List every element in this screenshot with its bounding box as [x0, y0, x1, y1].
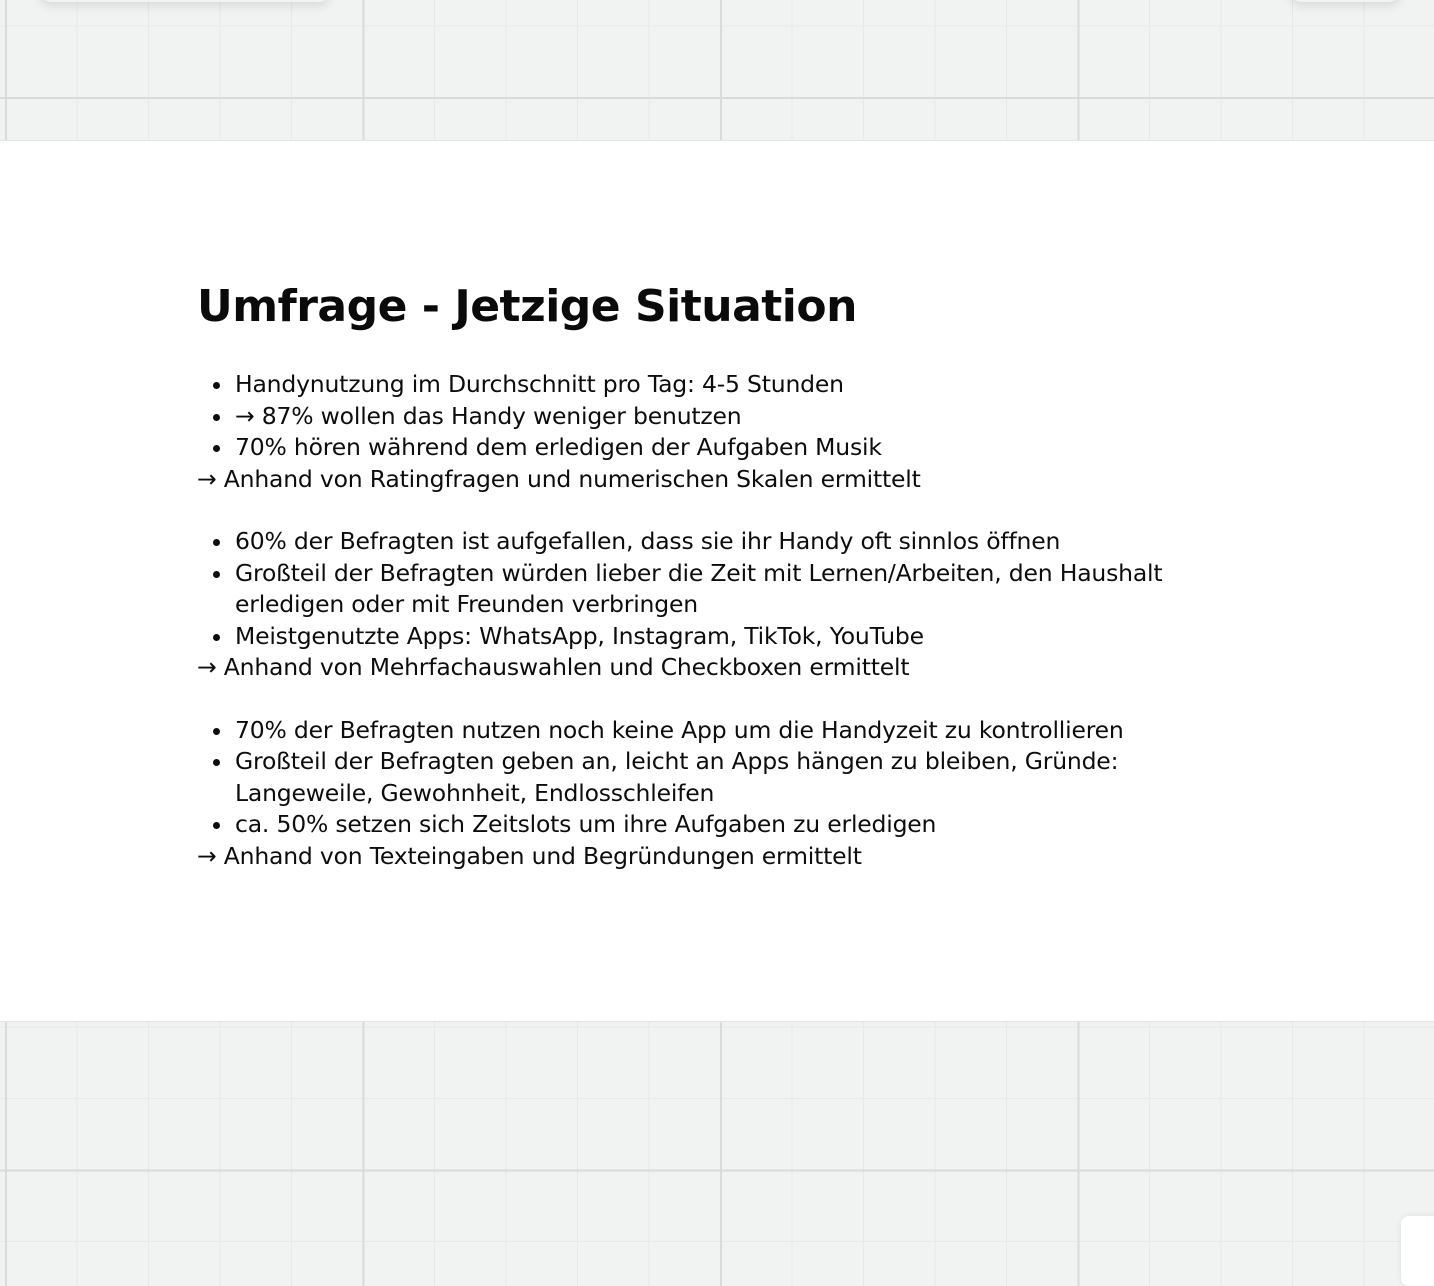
bullet-list: [197, 526, 1197, 652]
offscreen-frame-edge: [40, 0, 330, 2]
list-item[interactable]: Meistgenutzte Apps: WhatsApp, Instagram, TikTok, YouTube: [197, 621, 1197, 653]
survey-section-2: [197, 526, 1197, 684]
method-note[interactable]: → Anhand von Mehrfachauswahlen und Checkboxen ermittelt: [197, 653, 910, 681]
offscreen-frame-edge: [1290, 0, 1400, 2]
method-note[interactable]: → Anhand von Ratingfragen und numerischen Skalen ermittelt: [197, 464, 921, 493]
bullet-list: [197, 369, 1197, 464]
slide-frame[interactable]: [0, 140, 1434, 1022]
list-item[interactable]: Großteil der Befragten würden lieber die Zeit mit Lernen/Arbeiten, den Haushalt erledigen oder mit Freunden verbringen: [197, 558, 1197, 621]
method-note[interactable]: → Anhand von Texteingaben und Begründungen ermittelt: [197, 841, 862, 870]
list-item[interactable]: ca. 50% setzen sich Zeitslots um ihre Aufgaben zu erledigen: [197, 809, 1197, 841]
list-item[interactable]: 60% der Befragten ist aufgefallen, dass sie ihr Handy oft sinnlos öffnen: [197, 526, 1197, 558]
survey-section-3: [197, 715, 1197, 873]
list-item[interactable]: 70% der Befragten nutzen noch keine App um die Handyzeit zu kontrollieren: [197, 715, 1197, 747]
list-item[interactable]: → 87% wollen das Handy weniger benutzen: [197, 401, 1197, 433]
bullet-list: [197, 715, 1197, 841]
slide-title[interactable]: Umfrage - Jetzige Situation: [197, 281, 857, 332]
survey-section-1: [197, 369, 1197, 495]
list-item[interactable]: Großteil der Befragten geben an, leicht an Apps hängen zu bleiben, Gründe: Langeweile, Gewohnheit, Endlosschleifen: [197, 746, 1197, 809]
list-item[interactable]: Handynutzung im Durchschnitt pro Tag: 4-5 Stunden: [197, 369, 1197, 401]
corner-panel[interactable]: [1401, 1216, 1434, 1286]
list-item[interactable]: 70% hören während dem erledigen der Aufgaben Musik: [197, 432, 1197, 464]
slide-content: [197, 279, 1197, 872]
